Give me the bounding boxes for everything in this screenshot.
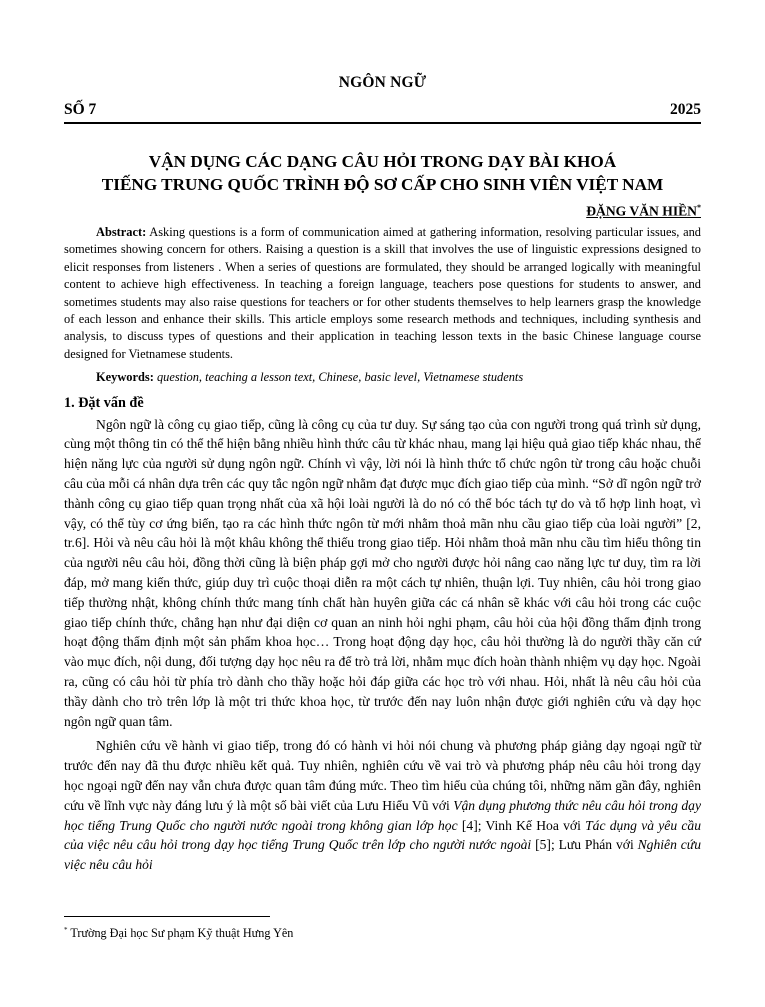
title-line-1: VẬN DỤNG CÁC DẠNG CÂU HỎI TRONG DẠY BÀI KHOÁ — [148, 152, 617, 171]
section-heading: 1. Đặt vấn đề — [64, 394, 144, 411]
keywords-text: question, teaching a lesson text, Chinese, basic level, Vietnamese students — [156, 370, 524, 385]
article-title — [64, 150, 701, 196]
issue-number: SỐ 7 — [64, 101, 97, 118]
paragraph-2-text-c: [4]; Vinh Kế Hoa với — [457, 817, 586, 833]
footnote-mark: * — [64, 926, 68, 934]
article-body — [64, 224, 701, 875]
author-name: ĐẶNG VĂN HIỀN — [586, 203, 697, 219]
footnote — [64, 926, 293, 941]
issue-row — [64, 101, 701, 119]
abstract-text: Asking questions is a form of communication aimed at gathering information, resolving particular issues, and sometimes showing concern for others. Raising a question is a skill that involves the use of linguistic expressions designed to elicit responses from listeners . When a series of questions are formulated, they should be arranged logically with meaningful content to achieve high effectiveness. In teaching a foreign language, teachers pose questions for students to answer, and sometimes students may also raise questions for teachers or for other students themselves to help learners grasp the knowledge of each lesson and enhance their skills. This article employs some research methods and techniques, including synthesis and analysis, to discuss types of questions and their application in teaching lesson texts in the basic Chinese language course designed for Vietnamese students. — [64, 225, 701, 361]
author-footnote-mark: * — [697, 203, 701, 212]
abstract-label: Abstract: — [96, 225, 147, 239]
paragraph-2-text-a: Nghiên cứu về hành vi giao tiếp, trong đó có hành vi hỏi nói chung và phương pháp giảng dạy ngoại ngữ từ trước đến nay đã thu được nhiều kết quả. Tuy nhiên, nghiên cứu về vai trò và phương pháp nêu câu hỏi trong dạy học ngoại ngữ đến nay vẫn chưa được quan tâm đúng mức. Theo tìm hiểu của chúng tôi, những năm gần đây, nghiên cứu về lĩnh vực này đáng lưu ý là một số bài viết của Lưu Hiểu Vũ với — [64, 738, 701, 813]
footnote-rule — [64, 916, 270, 917]
paragraph-2-cited-title-1: Vận dụng phương thức nêu câu hỏi trong dạy học tiếng Trung Quốc cho người nước ngoài trong không gian lớp học — [64, 797, 701, 833]
title-line-2: TIẾNG TRUNG QUỐC TRÌNH ĐỘ SƠ CẤP CHO SINH VIÊN VIỆT NAM — [101, 175, 664, 194]
paragraph-2 — [64, 736, 701, 875]
paragraph-2-cited-title-3: Nghiên cứu việc nêu câu hỏi — [64, 837, 701, 873]
paragraph-1: Ngôn ngữ là công cụ giao tiếp, cũng là công cụ của tư duy. Sự sáng tạo của con người trong quá trình sử dụng, cùng một thông tin có thể thể hiện bằng nhiều hình thức câu từ khác nhau, mang lại hiệu quả giao tiếp khác nhau, thể hiện năng lực của người sử dụng ngôn ngữ. Chính vì vậy, lời nói là hình thức tổ chức ngôn từ trong câu hoặc chuỗi câu của mỗi cá nhân dựa trên các quy tắc ngôn ngữ nhằm đạt được mục đích giao tiếp của mình. “Sở dĩ ngôn ngữ trở thành công cụ giao tiếp quan trọng nhất của xã hội loài người là do nó có thể bóc tách tự do và tổ hợp linh hoạt, vì vậy, có thể tùy cơ ứng biến, tạo ra các hình thức ngôn từ mới nhằm thoả mãn nhu cầu giao tiếp của loài người” [2, tr.6]. Hỏi và nêu câu hỏi là một khâu không thể thiếu trong giao tiếp. Hỏi nhằm thoả mãn nhu cầu tìm hiểu thông tin của người nêu câu hỏi, đồng thời cũng là biện pháp gợi mở cho người được hỏi nâng cao năng lực tư duy, tìm ra lời đáp, mở mang kiến thức, giúp duy trì cuộc thoại diễn ra một cách tự nhiên, thuận lợi. Tuy nhiên, câu hỏi trong giao tiếp thường nhật, không chính thức mang tính chất hàn huyên giữa các cá nhân sẽ khác với câu hỏi trong các cuộc giao tiếp chính thức, chẳng hạn như đại diện cơ quan an ninh hỏi nghi phạm, câu hỏi của hội đồng thẩm định trong hoạt động thẩm định một sản phẩm khoa học… Trong hoạt động dạy học, câu hỏi thường là do người thầy căn cứ vào mục đích, nội dung, đối tượng dạy học nêu ra để trò trả lời, nhằm mục đích hoàn thành nhiệm vụ dạy học. Ngoài ra, cũng có câu hỏi từ phía trò dành cho thầy hoặc hỏi đáp giữa các học trò với nhau. Hỏi, nhất là nêu câu hỏi của thầy dành cho trò trên lớp là một tri thức khoa học, từ trước đến nay luôn nhận được giới nghiên cứu và dạy học ngôn ngữ quan tâm. — [64, 416, 701, 729]
keywords — [64, 369, 701, 386]
abstract — [64, 224, 701, 363]
journal-name: NGÔN NGỮ — [338, 74, 427, 91]
issue-year: 2025 — [670, 101, 701, 118]
author — [586, 203, 701, 220]
paragraph-2-text-e: [5]; Lưu Phán với — [531, 837, 638, 853]
footnote-text: Trường Đại học Sư phạm Kỹ thuật Hưng Yên — [67, 926, 294, 941]
header-rule — [64, 122, 701, 124]
keywords-label: Keywords: — [96, 370, 154, 385]
paragraph-2-cited-title-2: Tác dụng và yêu cầu của việc nêu câu hỏi trong dạy học tiếng Trung Quốc trên lớp cho người nước ngoài — [64, 817, 702, 853]
